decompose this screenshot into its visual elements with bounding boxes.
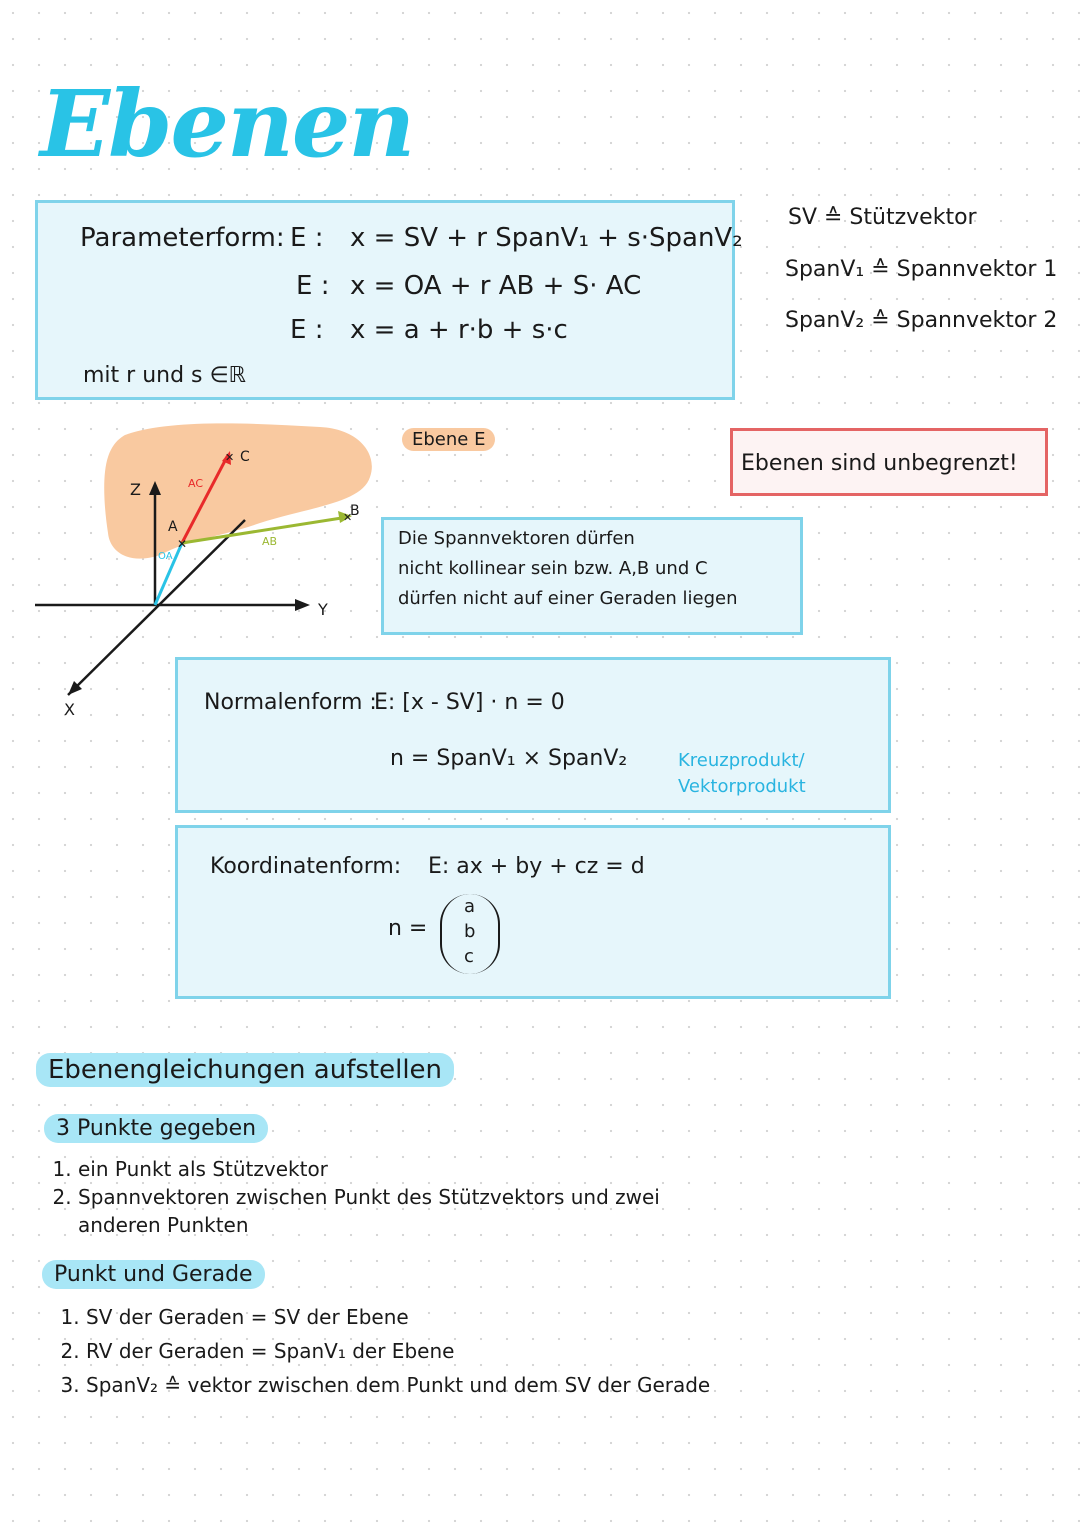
point-a-cross: ✕ [177,537,188,551]
param-line2: x = OA + r AB + S· AC [350,271,642,301]
oa-label: OA [158,551,173,562]
legend-stuetzvektor: SV ≙ Stützvektor [788,205,977,230]
punkt-gerade-steps [60,1300,786,1402]
matrix-a: a [464,896,476,917]
drei-punkte-heading: 3 Punkte gegeben [44,1114,268,1143]
param-line3-lhs: E : [290,315,324,345]
param-line2-lhs: E : [296,271,330,301]
note-line1: Die Spannvektoren dürfen [398,528,635,549]
ac-label: AC [188,477,204,490]
note-line3: dürfen nicht auf einer Geraden liegen [398,588,738,609]
param-line1: x = SV + r SpanV₁ + s·SpanV₂ [350,223,743,253]
koordinatenform-eq: E: ax + by + cz = d [428,854,645,879]
point-c-cross: ✕ [225,451,235,464]
c-label: C [240,449,250,465]
kreuzprodukt-note-2: Vektorprodukt [678,776,806,797]
page-title: Ebenen [40,70,414,178]
matrix-b: b [464,921,476,942]
param-line1-lhs: E : [290,223,324,253]
normal-vector-matrix [440,894,500,974]
ebene-label: Ebene E [402,428,495,451]
matrix-c: c [464,946,474,967]
b-label: B [350,503,360,519]
punkt-gerade-step-2: 2. RV der Geraden = SpanV₁ der Ebene [86,1334,786,1368]
a-label: A [168,519,178,535]
drei-punkte-steps [52,1155,698,1239]
y-label: Y [318,600,328,619]
legend-spannvektor2: SpanV₂ ≙ Spannvektor 2 [785,308,1058,333]
plane-shape [104,423,372,558]
x-label: X [64,700,75,719]
koordinatenform-label: Koordinatenform: [210,854,402,879]
punkt-gerade-step-1: 1. SV der Geraden = SV der Ebene [86,1300,786,1334]
normalenform-cross: n = SpanV₁ × SpanV₂ [390,746,628,771]
parameterform-box [35,200,743,400]
drei-punkte-step-2: 2. Spannvektoren zwischen Punkt des Stützvektors und zwei anderen Punkten [78,1183,698,1239]
unbegrenzt-box [730,428,1048,496]
param-condition: mit r und s ∈ℝ [83,363,247,388]
normal-vector-label: n = [388,916,428,941]
unbegrenzt-text: Ebenen sind unbegrenzt! [741,451,1018,476]
punkt-gerade-heading: Punkt und Gerade [42,1260,265,1289]
note-line2: nicht kollinear sein bzw. A,B und C [398,558,708,579]
normalenform-box [175,657,891,813]
param-line3: x = a + r·b + s·c [350,315,568,345]
parameterform-label: Parameterform: [80,223,285,253]
normalenform-label: Normalenform : [204,690,377,715]
aufstellen-heading: Ebenengleichungen aufstellen [36,1053,454,1087]
point-b-cross: ✕ [343,511,353,524]
legend-spannvektor1: SpanV₁ ≙ Spannvektor 1 [785,257,1058,282]
punkt-gerade-step-3: 3. SpanV₂ ≙ vektor zwischen dem Punkt und dem SV der Gerade [86,1368,786,1402]
normalenform-eq: E: [x - SV] · n = 0 [374,690,565,715]
ab-label: AB [262,535,278,548]
kreuzprodukt-note-1: Kreuzprodukt/ [678,750,805,771]
spannvektor-note-box [381,517,803,635]
z-label: Z [130,480,141,499]
drei-punkte-step-1: 1. ein Punkt als Stützvektor [78,1155,698,1183]
koordinatenform-box [175,825,891,999]
